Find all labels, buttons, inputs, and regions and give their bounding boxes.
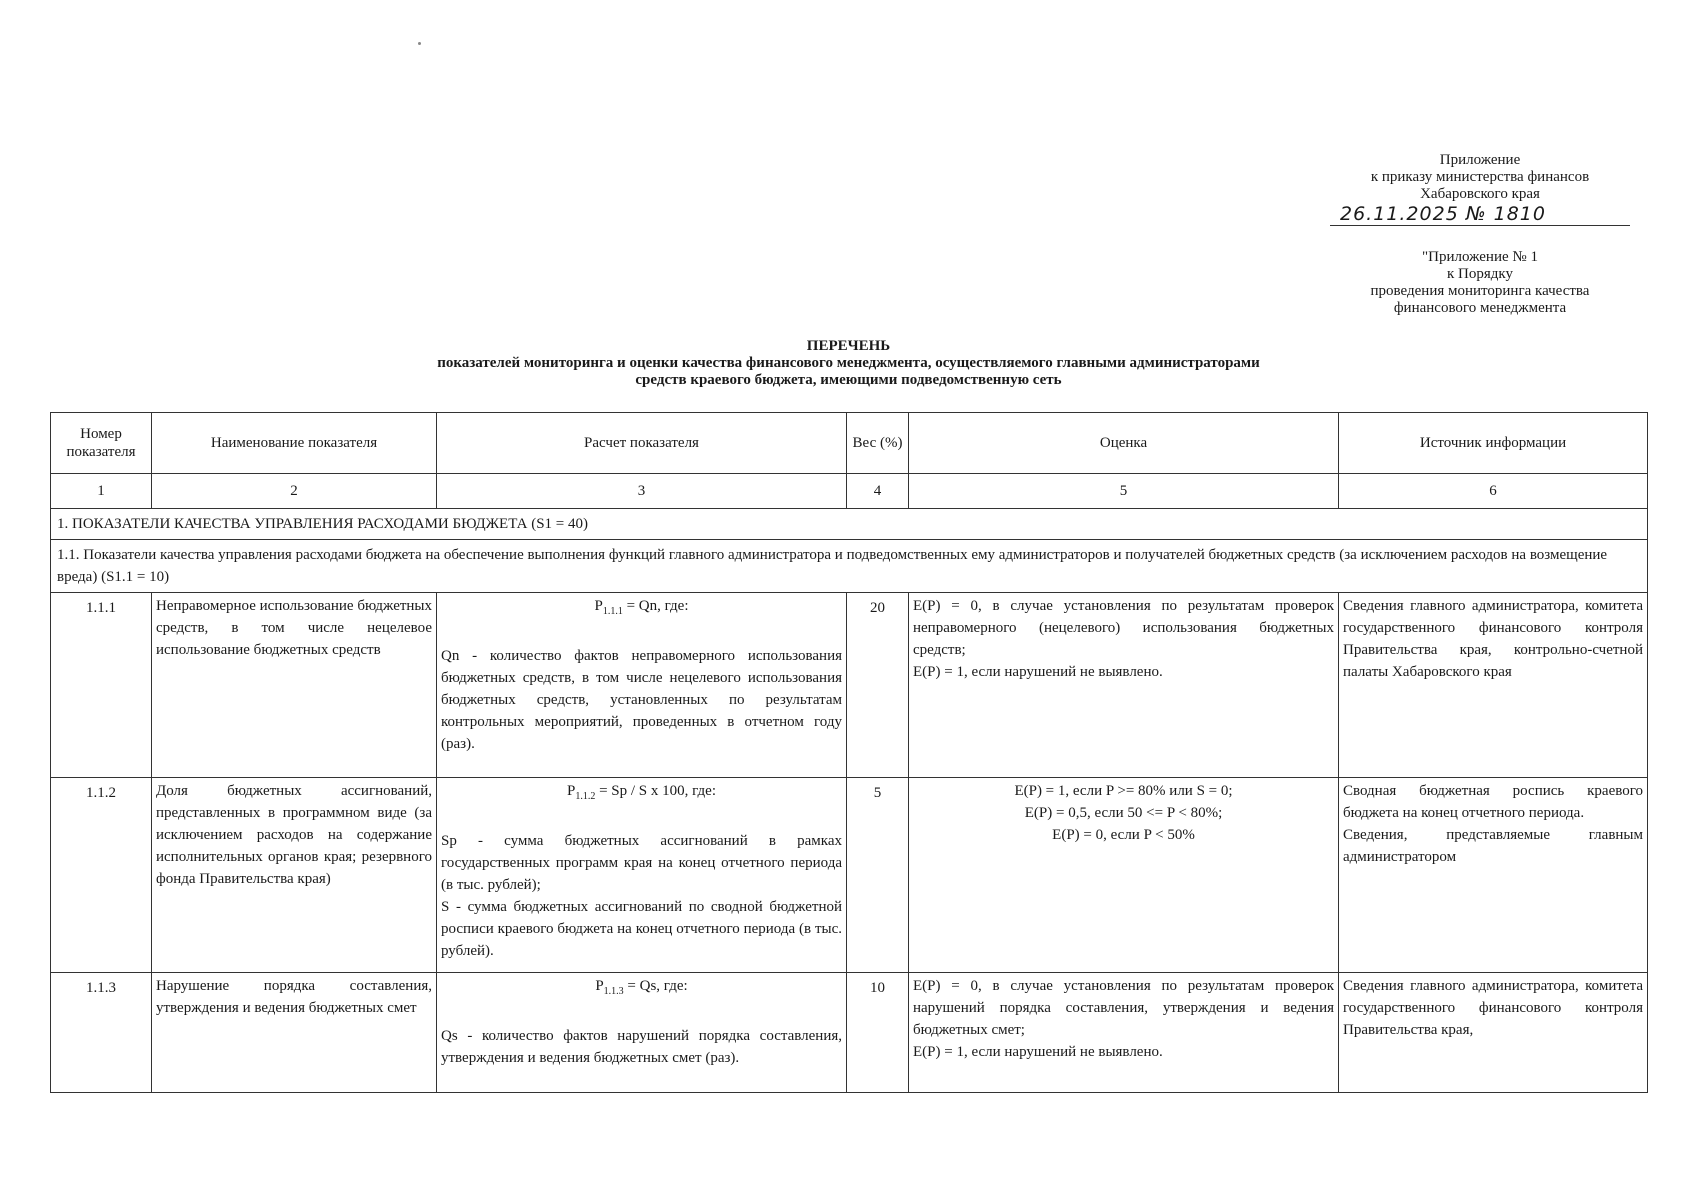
row-number: 1.1.1 — [51, 593, 152, 778]
scan-speck — [418, 42, 421, 45]
header-source: Источник информации — [1339, 413, 1648, 474]
row-name: Доля бюджетных ассигнований, представленных в программном виде (за исключением расходов на содержание исполнительных органов края; резервного фонда Правительства края) — [152, 778, 437, 973]
order-reference — [1310, 249, 1650, 317]
header-number: Номер показателя — [51, 413, 152, 474]
col-number: 4 — [847, 474, 909, 509]
col-number: 1 — [51, 474, 152, 509]
row-source: Сведения главного администратора, комитета государственного финансового контроля Правительства края, контрольно-счетной палаты Хабаровского края — [1339, 593, 1648, 778]
row-formula: $P_{1.1.3} = Qs$, где: — [595, 978, 688, 997]
col-number: 3 — [437, 474, 847, 509]
table-row — [51, 778, 1648, 973]
appendix-title: Приложение — [1439, 152, 1521, 168]
subsection-title: 1.1. Показатели качества управления расходами бюджета на обеспечение выполнения функций главного администратора и подведомственных ему администраторов и получателей бюджетных средств (за исключением расходов на возмещение вреда) (S1.1 = 10) — [51, 540, 1648, 593]
section-row — [51, 509, 1648, 540]
ref-line: проведения мониторинга качества — [1370, 283, 1590, 299]
row-name: Неправомерное использование бюджетных средств, в том числе нецелевое использование бюджетных средств — [152, 593, 437, 778]
row-calc-text: Qn - количество фактов неправомерного использования бюджетных средств, в том числе нецелевого использования бюджетных средств, установленных по результатам контрольных мероприятий, проведенных в отчетном году (раз). — [441, 648, 842, 752]
indicators-table — [50, 412, 1648, 1093]
ref-title: "Приложение № 1 — [1422, 249, 1538, 265]
section-title: 1. ПОКАЗАТЕЛИ КАЧЕСТВА УПРАВЛЕНИЯ РАСХОДАМИ БЮДЖЕТА (S1 = 40) — [51, 509, 1648, 540]
row-calc — [437, 593, 847, 778]
ref-line: к Порядку — [1447, 266, 1513, 282]
row-weight: 20 — [847, 593, 909, 778]
row-eval: E(P) = 0, в случае установления по результатам проверок неправомерного (нецелевого) использования бюджетных средств; E(P) = 1, если нарушений не выявлено. — [909, 593, 1339, 778]
row-calc-text: Qs - количество фактов нарушений порядка составления, утверждения и ведения бюджетных смет (раз). — [441, 1028, 842, 1066]
col-number: 5 — [909, 474, 1339, 509]
row-number: 1.1.3 — [51, 973, 152, 1093]
row-formula: $P_{1.1.2} = Sp / S$ x 100, где: — [566, 783, 717, 802]
appendix-date: 26.11.2025 № 1810 — [1330, 203, 1630, 226]
column-numbers-row — [51, 474, 1648, 509]
col-number: 2 — [152, 474, 437, 509]
appendix-line: Хабаровского края — [1420, 186, 1540, 202]
row-eval: E(P) = 1, если P >= 80% или S = 0; E(P) = 0,5, если 50 <= P < 80%; E(P) = 0, если P < 50% — [909, 778, 1339, 973]
row-calc-text: S - сумма бюджетных ассигнований по сводной бюджетной росписи краевого бюджета на конец отчетного периода (в тыс. рублей). — [441, 899, 842, 959]
row-formula: $P_{1.1.1} = Qn$, где: — [594, 598, 689, 617]
appendix-line: к приказу министерства финансов — [1370, 169, 1590, 185]
subsection-row — [51, 540, 1648, 593]
header-eval: Оценка — [909, 413, 1339, 474]
row-calc — [437, 778, 847, 973]
row-calc-text: Sp - сумма бюджетных ассигнований в рамках государственных программ края на конец отчетного периода (в тыс. рублей); — [441, 833, 842, 893]
col-number: 6 — [1339, 474, 1648, 509]
header-name: Наименование показателя — [152, 413, 437, 474]
appendix-header — [1310, 152, 1650, 226]
row-weight: 5 — [847, 778, 909, 973]
row-eval: E(P) = 0, в случае установления по результатам проверок нарушений порядка составления, утверждения и ведения бюджетных смет; E(P) = 1, если нарушений не выявлено. — [909, 973, 1339, 1093]
table-row — [51, 593, 1648, 778]
header-calc: Расчет показателя — [437, 413, 847, 474]
document-title — [50, 338, 1647, 389]
row-source: Сведения главного администратора, комитета государственного финансового контроля Правительства края, — [1339, 973, 1648, 1093]
row-name: Нарушение порядка составления, утверждения и ведения бюджетных смет — [152, 973, 437, 1093]
title-line: средств краевого бюджета, имеющими подведомственную сеть — [635, 372, 1062, 388]
row-number: 1.1.2 — [51, 778, 152, 973]
row-calc — [437, 973, 847, 1093]
title-main: ПЕРЕЧЕНЬ — [806, 338, 891, 354]
table-row — [51, 973, 1648, 1093]
header-weight: Вес (%) — [847, 413, 909, 474]
table-header-row — [51, 413, 1648, 474]
row-weight: 10 — [847, 973, 909, 1093]
row-source: Сводная бюджетная роспись краевого бюджета на конец отчетного периода. Сведения, представляемые главным администратором — [1339, 778, 1648, 973]
ref-line: финансового менеджмента — [1393, 300, 1567, 316]
title-line: показателей мониторинга и оценки качества финансового менеджмента, осуществляемого главными администраторами — [437, 355, 1260, 371]
